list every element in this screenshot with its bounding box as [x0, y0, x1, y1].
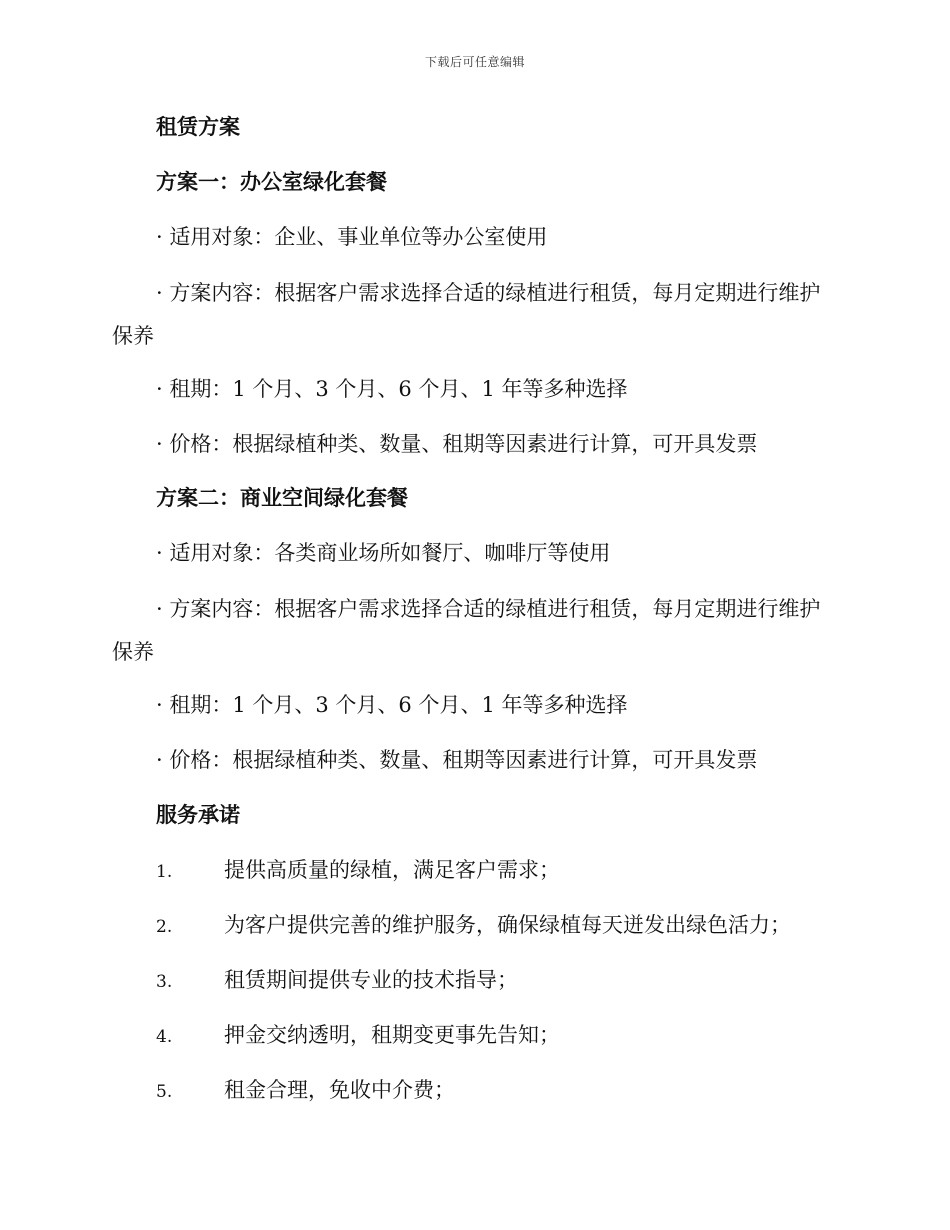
- promise-item-number: 4.: [156, 1027, 173, 1047]
- promise-item-text: 为客户提供完善的维护服务，确保绿植每天迸发出绿色活力；: [224, 913, 791, 937]
- plan2-term: · 租期：1 个月、3 个月、6 个月、1 年等多种选择: [156, 693, 628, 717]
- plan1-heading: 方案一：办公室绿化套餐: [156, 169, 387, 194]
- plan2-price: · 价格：根据绿植种类、数量、租期等因素进行计算，可开具发票: [156, 748, 758, 772]
- plan2-content: · 方案内容：根据客户需求选择合适的绿植进行租赁，每月定期进行维护保养: [112, 597, 821, 664]
- plan2-target: · 适用对象：各类商业场所如餐厅、咖啡厅等使用: [156, 541, 611, 565]
- promise-item-text: 提供高质量的绿植，满足客户需求；: [224, 858, 560, 882]
- document-title: 租赁方案: [156, 114, 240, 139]
- plan1-content: · 方案内容：根据客户需求选择合适的绿植进行租赁，每月定期进行维护保养: [112, 281, 821, 348]
- promise-item-number: 3.: [156, 972, 173, 992]
- promise-heading: 服务承诺: [156, 802, 240, 827]
- plan1-term: · 租期：1 个月、3 个月、6 个月、1 年等多种选择: [156, 377, 628, 401]
- plan1-price: · 价格：根据绿植种类、数量、租期等因素进行计算，可开具发票: [156, 432, 758, 456]
- promise-item-text: 租赁期间提供专业的技术指导；: [224, 968, 518, 992]
- plan2-heading: 方案二：商业空间绿化套餐: [156, 485, 408, 510]
- plan1-target: · 适用对象：企业、事业单位等办公室使用: [156, 225, 548, 249]
- promise-item-text: 租金合理，免收中介费；: [224, 1078, 455, 1102]
- promise-item-number: 1.: [156, 862, 173, 882]
- page-header-note: 下载后可任意编辑: [424, 55, 525, 69]
- promise-item-number: 2.: [156, 917, 173, 937]
- promise-item-number: 5.: [156, 1082, 173, 1102]
- promise-item-text: 押金交纳透明，租期变更事先告知；: [224, 1023, 560, 1047]
